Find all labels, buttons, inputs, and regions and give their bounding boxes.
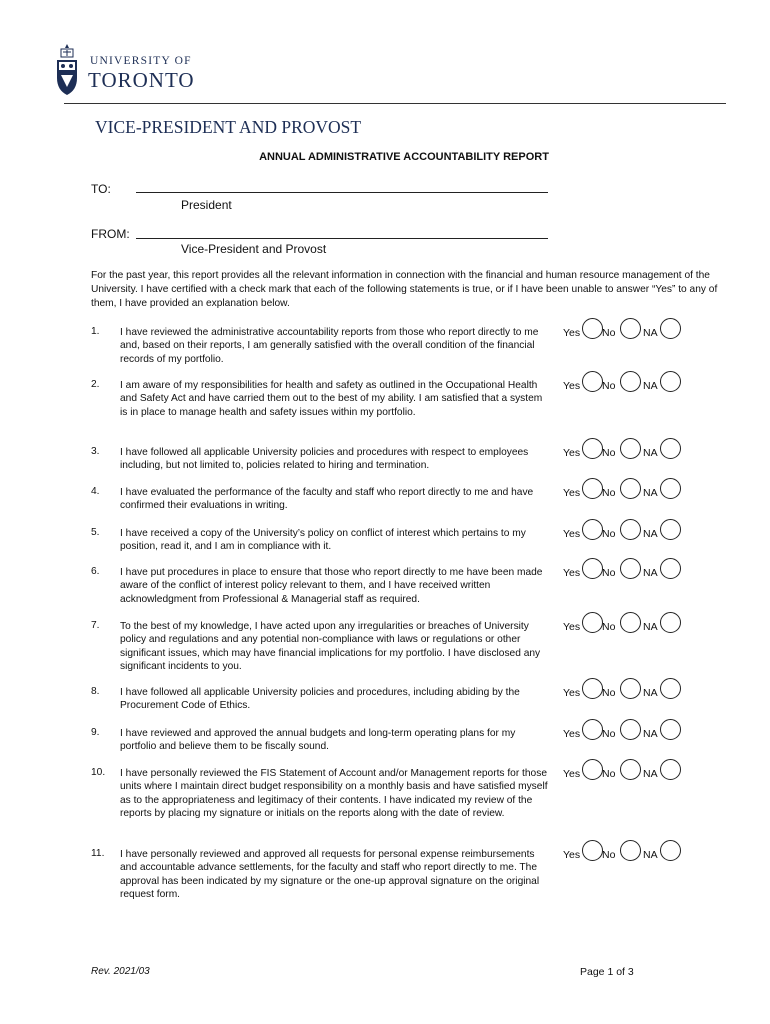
option-na-label: NA — [643, 687, 658, 699]
option-yes-label: Yes — [563, 447, 581, 459]
statement-number: 3. — [91, 446, 100, 457]
header-rule — [64, 103, 726, 104]
option-yes-radio[interactable] — [582, 371, 603, 392]
statement-text: I am aware of my responsibilities for health and safety as outlined in the Occupational Health and Safety Act and have carried them out to the best of my ability. I am satisfied that a system is in place to manage health and safety issues within my portfolio. — [120, 380, 543, 418]
option-no-radio[interactable] — [620, 318, 641, 339]
option-yes-radio[interactable] — [582, 318, 603, 339]
option-na-label: NA — [643, 621, 658, 633]
statement-text: I have followed all applicable University policies and procedures, including abiding by the Procurement Code of Ethics. — [120, 687, 520, 712]
option-yes-radio[interactable] — [582, 719, 603, 740]
statement-number: 8. — [91, 686, 100, 697]
answer-options — [563, 678, 723, 700]
option-no-radio[interactable] — [620, 519, 641, 540]
option-yes-label: Yes — [563, 327, 581, 339]
to-role: President — [181, 198, 232, 212]
university-name-line2: TORONTO — [88, 68, 195, 92]
statement-text: To the best of my knowledge, I have acted upon any irregularities or breaches of University policy and regulations and any potential non-compliance with laws or regulations or other significant issues, which may have financial implications for my portfolio. I have disclosed any significant incidents to you. — [120, 621, 541, 673]
office-title: VICE-PRESIDENT AND PROVOST — [95, 117, 362, 137]
option-no-label: No — [602, 487, 616, 499]
university-crest-icon — [55, 42, 79, 98]
option-yes-radio[interactable] — [582, 840, 603, 861]
option-no-label: No — [602, 327, 616, 339]
option-yes-radio[interactable] — [582, 558, 603, 579]
option-na-radio[interactable] — [660, 759, 681, 780]
option-yes-radio[interactable] — [582, 678, 603, 699]
option-na-label: NA — [643, 327, 658, 339]
revision-label: Rev. 2021/03 — [91, 966, 150, 977]
option-na-radio[interactable] — [660, 678, 681, 699]
statement-text: I have received a copy of the University’s policy on conflict of interest which pertains to my position, read it, and I am in compliance with it. — [120, 528, 526, 553]
option-no-radio[interactable] — [620, 371, 641, 392]
statement-text: I have reviewed the administrative accountability reports from those who report directly to me and, based on their reports, I am generally satisfied with the overall condition of the financial records of my portfolio. — [120, 327, 539, 365]
to-field[interactable] — [136, 192, 548, 193]
option-no-label: No — [602, 380, 616, 392]
option-no-radio[interactable] — [620, 478, 641, 499]
statement-text: I have evaluated the performance of the faculty and staff who report directly to me and have confirmed their evaluations in writing. — [120, 487, 534, 512]
option-no-radio[interactable] — [620, 678, 641, 699]
option-no-radio[interactable] — [620, 558, 641, 579]
option-na-label: NA — [643, 487, 658, 499]
option-yes-radio[interactable] — [582, 438, 603, 459]
option-na-radio[interactable] — [660, 840, 681, 861]
option-na-radio[interactable] — [660, 558, 681, 579]
statement-text: I have followed all applicable University policies and procedures with respect to employees including, but not limited to, policies related to hiring and termination. — [120, 447, 529, 472]
option-yes-label: Yes — [563, 567, 581, 579]
statement-number: 7. — [91, 620, 100, 631]
answer-options — [563, 519, 723, 541]
option-no-label: No — [602, 447, 616, 459]
answer-options — [563, 719, 723, 741]
answer-options — [563, 612, 723, 634]
answer-options — [563, 759, 723, 781]
option-no-label: No — [602, 849, 616, 861]
statement-number: 1. — [91, 326, 100, 337]
from-role: Vice-President and Provost — [181, 242, 327, 256]
option-no-radio[interactable] — [620, 759, 641, 780]
answer-options — [563, 558, 723, 580]
option-yes-label: Yes — [563, 487, 581, 499]
option-na-label: NA — [643, 768, 658, 780]
option-na-radio[interactable] — [660, 519, 681, 540]
statement-number: 11. — [91, 848, 105, 859]
option-na-label: NA — [643, 849, 658, 861]
option-na-radio[interactable] — [660, 438, 681, 459]
statement-text: I have put procedures in place to ensure that those who report directly to me have been made aware of the conflict of interest policy relevant to them, and I have received written acknowledgment from Professional & Managerial staff as required. — [120, 567, 543, 605]
option-na-label: NA — [643, 728, 658, 740]
option-na-radio[interactable] — [660, 612, 681, 633]
option-na-label: NA — [643, 447, 658, 459]
option-yes-label: Yes — [563, 728, 581, 740]
option-yes-radio[interactable] — [582, 612, 603, 633]
option-no-label: No — [602, 728, 616, 740]
statement-number: 6. — [91, 566, 100, 577]
option-na-radio[interactable] — [660, 371, 681, 392]
option-no-label: No — [602, 621, 616, 633]
statement-number: 10. — [91, 767, 106, 778]
option-yes-label: Yes — [563, 849, 581, 861]
option-yes-label: Yes — [563, 768, 581, 780]
option-yes-label: Yes — [563, 621, 581, 633]
from-label: FROM: — [91, 227, 130, 241]
option-na-radio[interactable] — [660, 478, 681, 499]
option-na-label: NA — [643, 528, 658, 540]
intro-paragraph: For the past year, this report provides all the relevant information in connection with the financial and human resource management of the University. I have certified with a check mark that each of the following statements is true, or if I have been unable to answer “Yes” to any of them, I have provided an explanation below. — [91, 270, 718, 309]
option-no-label: No — [602, 528, 616, 540]
option-no-radio[interactable] — [620, 438, 641, 459]
option-yes-label: Yes — [563, 687, 581, 699]
statement-text: I have personally reviewed and approved all requests for personal expense reimbursements and accountable advance settlements, for the faculty and staff who report directly to me. The approval has been indicated by my signature or the one-up approval signature on the original request form. — [120, 849, 540, 901]
option-no-radio[interactable] — [620, 719, 641, 740]
statement-number: 4. — [91, 486, 100, 497]
option-no-label: No — [602, 768, 616, 780]
statement-text: I have reviewed and approved the annual budgets and long-term operating plans for my portfolio and believe them to be fiscally sound. — [120, 728, 516, 753]
option-no-label: No — [602, 687, 616, 699]
option-yes-label: Yes — [563, 380, 581, 392]
answer-options — [563, 318, 723, 340]
option-yes-radio[interactable] — [582, 759, 603, 780]
option-na-label: NA — [643, 380, 658, 392]
report-title: ANNUAL ADMINISTRATIVE ACCOUNTABILITY REPORT — [259, 151, 549, 163]
page-number: Page 1 of 3 — [580, 966, 634, 978]
option-na-radio[interactable] — [660, 318, 681, 339]
statement-number: 5. — [91, 527, 100, 538]
option-yes-radio[interactable] — [582, 519, 603, 540]
option-na-radio[interactable] — [660, 719, 681, 740]
statement-number: 9. — [91, 727, 100, 738]
statement-text: I have personally reviewed the FIS Statement of Account and/or Management reports for those units where I maintain direct budget responsibility on a monthly basis and have satisfied myself as to the appropriateness and legitimacy of their contents. I have indicated my review of the reports by placing my signature or initials on the reports along with the date of review. — [120, 768, 548, 820]
to-label: TO: — [91, 182, 111, 196]
answer-options — [563, 478, 723, 500]
from-field[interactable] — [136, 238, 548, 239]
option-no-radio[interactable] — [620, 840, 641, 861]
university-name-line1: UNIVERSITY OF — [90, 55, 192, 67]
option-no-radio[interactable] — [620, 612, 641, 633]
answer-options — [563, 840, 723, 862]
option-yes-radio[interactable] — [582, 478, 603, 499]
option-na-label: NA — [643, 567, 658, 579]
option-yes-label: Yes — [563, 528, 581, 540]
option-no-label: No — [602, 567, 616, 579]
answer-options — [563, 438, 723, 460]
statement-number: 2. — [91, 379, 100, 390]
answer-options — [563, 371, 723, 393]
